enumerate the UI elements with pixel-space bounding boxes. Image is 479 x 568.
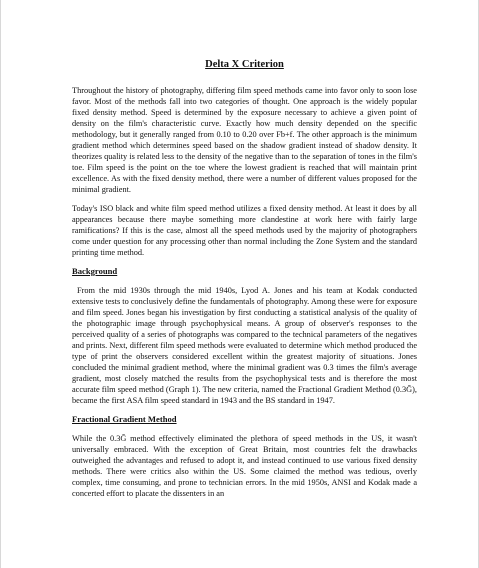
intro-paragraph-1: Throughout the history of photography, differing film speed methods came into favor only to soon lose favor. Most of the methods fall into two categories of thought. One approach is the widely popular fixed density method. Speed is determined by the exposure necessary to achieve a given point of density on the film's characteristic curve. Exactly how much density depended on the specific methodology, but it generally ranged from 0.10 to 0.20 over Fb+f. The other approach is the minimum gradient method which determines speed based on the shadow gradient instead of shadow density. It theorizes quality is related less to the density of the negative than to the separation of tones in the film's toe. Film speed is the point on the toe where the lowest gradient is reached that will maintain print excellence. As with the fixed density method, there were a number of different values proposed for the minimal gradient. [72,86,417,194]
document-title: Delta X Criterion [205,59,284,70]
document-body [72,58,417,507]
intro-paragraph-2: Today's ISO black and white film speed method utilizes a fixed density method. At least it does by all appearances because there maybe something more clandestine at work here with fairly large ramifications? If this is the case, almost all the speed methods used by the majority of photographers come under question for any processing other than normal including the Zone System and the standard printing time method. [72,204,417,257]
fractional-gradient-paragraph: While the 0.3Ḡ method effectively eliminated the plethora of speed methods in the US, it wasn't universally embraced. With the exception of Great Britain, most countries felt the drawbacks outweighed the advantages and refused to adopt it, and instead continued to use various fixed density methods. There were critics also within the US. Some claimed the method was tedious, overly complex, time consuming, and prone to technician errors. In the mid 1950s, ANSI and Kodak made a concerted effort to placate the dissenters in an [72,434,417,498]
background-paragraph: From the mid 1930s through the mid 1940s, Lyod A. Jones and his team at Kodak conducted extensive tests to conclusively define the fundamentals of photography. Among these were for exposure and film speed. Jones began his investigation by first conducting a statistical analysis of the quality of the photographic image through psychophysical means. A group of observer's responses to the perceived quality of a series of photographs was compared to the technical parameters of the negatives and prints. Next, different film speed methods were evaluated to determine which method produced the type of print the observers considered excellent within the greatest majority of situations. Jones concluded the minimal gradient method, where the minimal gradient was 0.3 times the film's average gradient, most closely matched the results from the psychophysical tests and is therefore the most accurate film speed method (Graph 1). The new criteria, named the Fractional Gradient Method (0.3Ḡ), became the first ASA film speed standard in 1943 and the BS standard in 1947. [72,286,417,405]
section-heading-background: Background [72,266,118,276]
section-heading-fractional-gradient-method: Fractional Gradient Method [72,414,177,424]
